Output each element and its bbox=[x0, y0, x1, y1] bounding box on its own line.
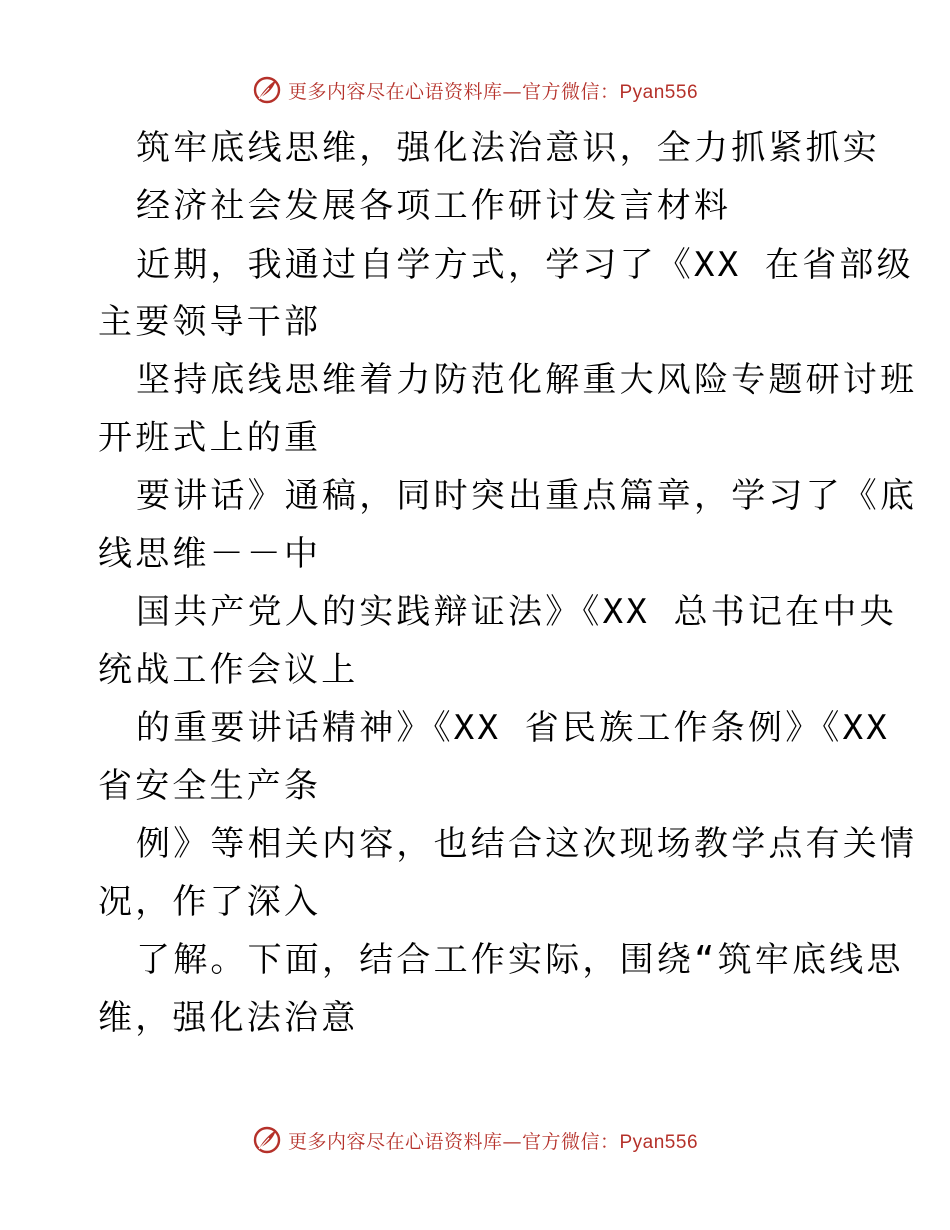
quill-logo-icon bbox=[252, 1125, 282, 1155]
document-line: 的重要讲话精神》《XX 省民族工作条例》《XX bbox=[136, 708, 890, 748]
document-line: 经济社会发展各项工作研讨发言材料 bbox=[136, 186, 732, 226]
footer-banner-wechat-id: Pyan556 bbox=[619, 1131, 699, 1153]
document-line: 要讲话》通稿，同时突出重点篇章，学习了《底 bbox=[136, 476, 918, 516]
document-line: 况，作了深入 bbox=[98, 882, 322, 922]
document-line: 主要领导干部 bbox=[98, 302, 322, 342]
document-line: 了解。下面，结合工作实际，围绕“筑牢底线思 bbox=[136, 940, 904, 980]
document-line: 省安全生产条 bbox=[98, 766, 322, 806]
document-line: 线思维－－中 bbox=[98, 534, 322, 574]
document-line: 国共产党人的实践辩证法》《XX 总书记在中央 bbox=[136, 592, 897, 632]
header-banner-wechat-id: Pyan556 bbox=[619, 81, 699, 103]
document-line: 近期，我通过自学方式，学习了《XX 在省部级 bbox=[136, 245, 914, 285]
document-line: 例》等相关内容，也结合这次现场教学点有关情 bbox=[136, 824, 918, 864]
document-line: 开班式上的重 bbox=[98, 418, 322, 458]
footer-banner-text: 更多内容尽在心语资料库—官方微信：Pyan556 bbox=[287, 1130, 699, 1153]
footer-banner bbox=[0, 1122, 950, 1158]
header-banner-text: 更多内容尽在心语资料库—官方微信：Pyan556 bbox=[287, 80, 699, 103]
document-line: 筑牢底线思维，强化法治意识，全力抓紧抓实 bbox=[136, 128, 880, 168]
document-line: 坚持底线思维着力防范化解重大风险专题研讨班 bbox=[136, 360, 918, 400]
document-line: 维，强化法治意 bbox=[98, 998, 359, 1038]
document-line: 统战工作会议上 bbox=[98, 650, 359, 690]
